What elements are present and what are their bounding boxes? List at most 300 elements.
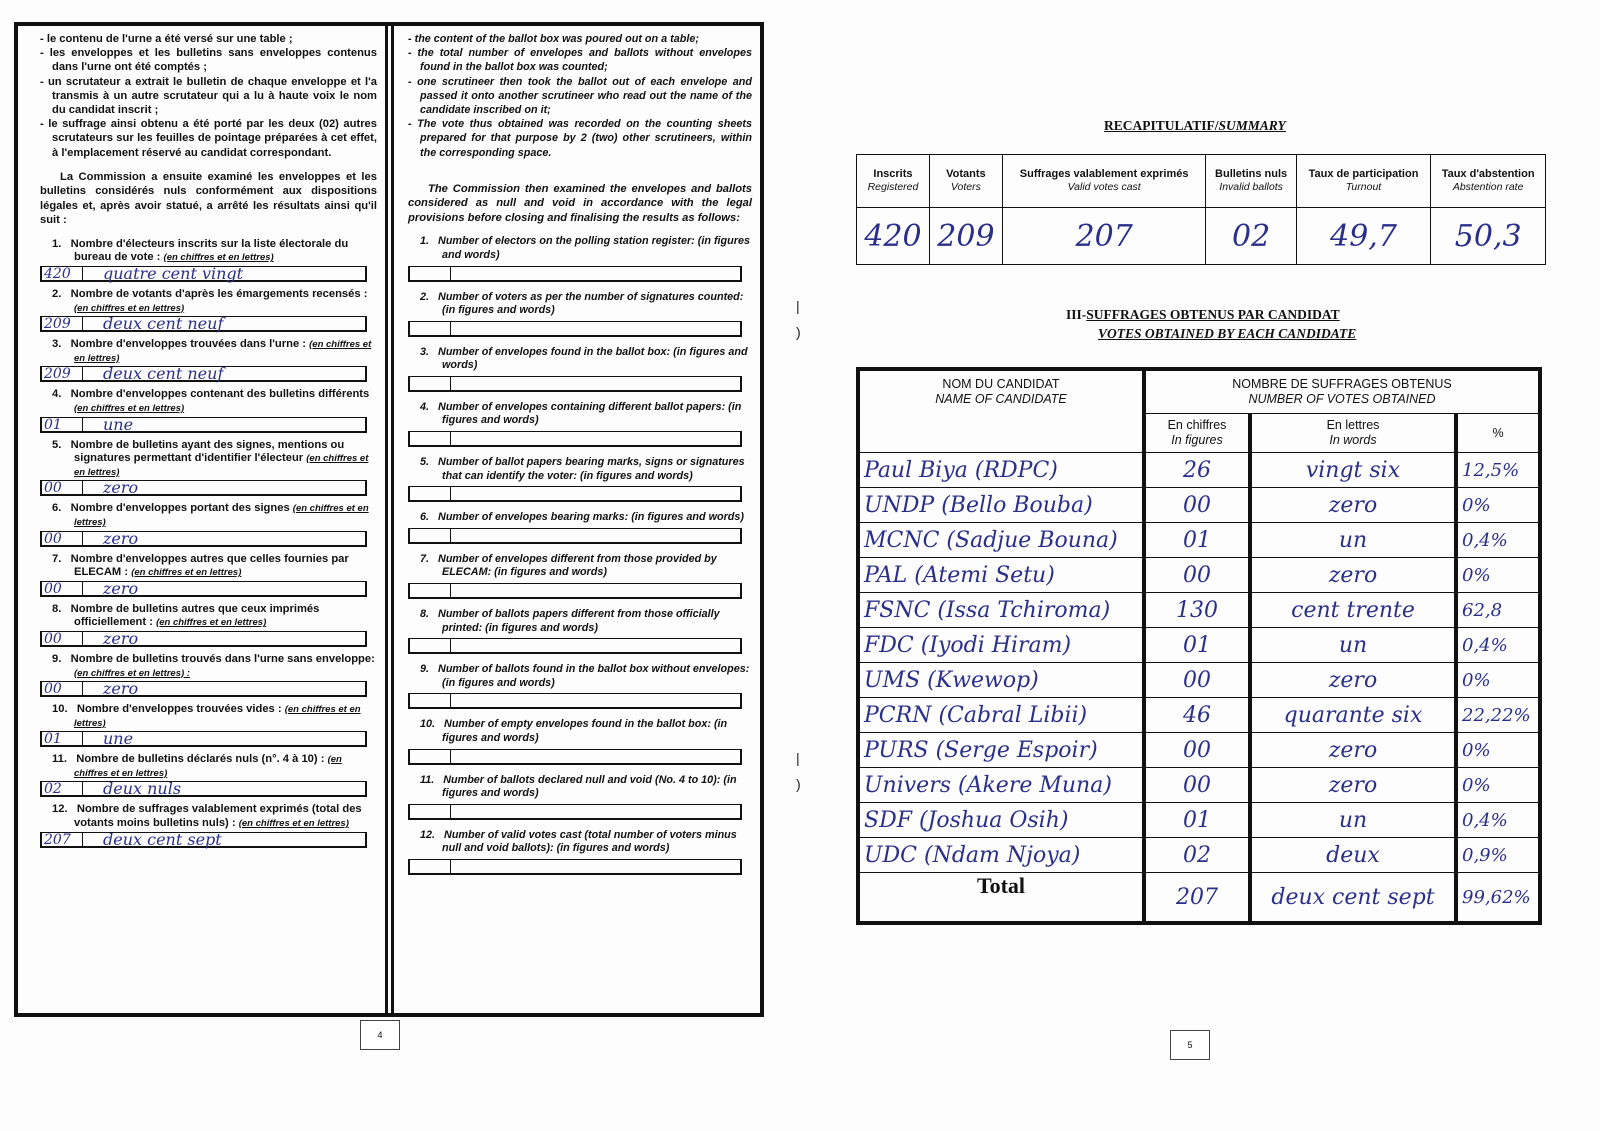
form-item	[408, 829, 752, 875]
item-label	[408, 511, 752, 525]
item-text: Number of ballots declared null and void (No. 4 to 10): (in figures and words)	[442, 773, 737, 800]
answer-figures[interactable]: 02	[42, 782, 83, 795]
candidate-row	[858, 488, 1540, 523]
summary-header-cell	[929, 155, 1002, 208]
candidate-name[interactable]: UNDP (Bello Bouba)	[858, 488, 1144, 523]
item-number: 1.	[52, 237, 62, 250]
candidate-row	[858, 803, 1540, 838]
french-intro: La Commission a ensuite examiné les enveloppes et les bulletins considérés nuls conformément aux dispositions légales et, après avoir statué, a arrêté les résultats ainsi qu'il suit :	[40, 170, 377, 227]
answer-words[interactable]	[451, 267, 740, 280]
item-hint: (en chiffres et en lettres)	[74, 402, 185, 414]
item-number: 10.	[420, 718, 436, 731]
answer-words[interactable]: deux nuls	[103, 779, 182, 799]
answer-figures[interactable]: 420	[42, 267, 83, 280]
candidate-name[interactable]: FDC (Iyodi Hiram)	[858, 628, 1144, 663]
answer-figures[interactable]	[410, 377, 451, 390]
votes-words[interactable]: vingt six	[1250, 453, 1456, 488]
answer-figures[interactable]	[410, 750, 451, 763]
item-number: 8.	[52, 602, 62, 615]
answer-words[interactable]	[451, 750, 740, 763]
form-item	[40, 288, 377, 332]
votes-figures[interactable]: 46	[1144, 698, 1250, 733]
answer-field[interactable]	[40, 316, 367, 332]
answer-field[interactable]	[40, 628, 367, 648]
item-text: Number of envelopes found in the ballot box: (in figures and words)	[438, 345, 748, 372]
header-fr: Taux d'abstention	[1441, 168, 1535, 180]
section-title-fr: III-SUFFRAGES OBTENUS PAR CANDIDAT	[1066, 307, 1340, 322]
summary-header-cell	[1296, 155, 1431, 208]
votes-percent[interactable]: 0,9%	[1456, 838, 1540, 873]
answer-field[interactable]	[408, 266, 742, 282]
item-text: Nombre d'électeurs inscrits sur la liste électorale du bureau de vote :	[70, 237, 349, 264]
answer-figures[interactable]: 00	[42, 481, 83, 494]
item-text: Number of voters as per the number of signatures counted: (in figures and words)	[438, 290, 744, 317]
form-item	[408, 608, 752, 654]
item-hint: (en chiffres et en lettres)	[74, 339, 372, 364]
votes-figures[interactable]: 00	[1144, 663, 1250, 698]
item-hint: (en chiffres et en lettres)	[74, 302, 185, 314]
answer-figures[interactable]	[410, 805, 451, 818]
header-fr: Votants	[946, 168, 986, 180]
item-hint: (en chiffres et en lettres)	[238, 818, 349, 830]
item-label	[40, 502, 377, 529]
answer-figures[interactable]: 01	[42, 418, 83, 431]
item-label	[408, 456, 752, 483]
summary-title: RECAPITULATIF/SUMMARY	[1104, 118, 1286, 133]
answer-field[interactable]	[40, 414, 367, 434]
item-label	[40, 553, 377, 580]
scan-mark: |	[796, 298, 800, 314]
candidate-name[interactable]: PURS (Serge Espoir)	[858, 733, 1144, 768]
results-table	[856, 367, 1542, 925]
words-subheader: En lettres In words	[1250, 414, 1456, 453]
item-hint: (en chiffres et en lettres) :	[74, 667, 190, 679]
votes-percent[interactable]: 0,4%	[1456, 628, 1540, 663]
answer-words[interactable]	[451, 377, 740, 390]
answer-words[interactable]: quatre cent vingt	[103, 264, 244, 284]
answer-words[interactable]: zero	[103, 628, 139, 648]
item-label	[408, 663, 752, 690]
candidate-name[interactable]: MCNC (Sadjue Bouna)	[858, 523, 1144, 558]
item-hint: (en chiffres et en lettres)	[74, 453, 369, 478]
votes-figures[interactable]: 00	[1144, 768, 1250, 803]
candidate-name[interactable]: SDF (Joshua Osih)	[858, 803, 1144, 838]
answer-words[interactable]: deux cent neuf	[103, 314, 224, 334]
item-number: 12.	[420, 828, 436, 841]
item-label	[40, 703, 377, 730]
candidate-name[interactable]: PCRN (Cabral Libii)	[858, 698, 1144, 733]
answer-figures[interactable]	[410, 432, 451, 445]
answer-field[interactable]	[40, 829, 367, 849]
item-number: 5.	[52, 438, 62, 451]
answer-words[interactable]: une	[103, 414, 134, 434]
answer-field[interactable]	[408, 859, 742, 875]
item-hint: (en chiffres et en lettres)	[74, 503, 369, 528]
scan-mark: )	[796, 776, 801, 792]
answer-words[interactable]	[451, 639, 740, 652]
item-text: Nombre de bulletins ayant des signes, mentions ou signatures permettant d'identifier l'électeur	[70, 438, 345, 465]
answer-words[interactable]: zero	[103, 679, 139, 699]
summary-value-cell[interactable]: 209	[929, 208, 1002, 265]
item-label	[408, 829, 752, 856]
item-text: Nombre d'enveloppes portant des signes	[70, 502, 290, 515]
votes-words[interactable]: zero	[1250, 733, 1456, 768]
item-label	[40, 803, 377, 830]
votes-figures[interactable]: 00	[1144, 488, 1250, 523]
answer-field[interactable]	[408, 431, 742, 447]
votes-words[interactable]: zero	[1250, 768, 1456, 803]
header-en: Abstention rate	[1452, 181, 1524, 193]
answer-words[interactable]	[451, 529, 740, 542]
procedure-item: - The vote thus obtained was recorded on the counting sheets prepared for that purpose by 2 (two) other scrutineers, within the corresponding space.	[408, 118, 752, 159]
item-number: 7.	[52, 552, 62, 565]
item-label	[40, 753, 377, 780]
item-label	[40, 439, 377, 480]
answer-words[interactable]: une	[103, 729, 134, 749]
votes-words[interactable]: un	[1250, 628, 1456, 663]
item-label	[408, 774, 752, 801]
french-procedure-list	[40, 32, 377, 160]
votes-words[interactable]: deux	[1250, 838, 1456, 873]
answer-field[interactable]	[408, 486, 742, 502]
answer-figures[interactable]	[410, 584, 451, 597]
answer-words[interactable]: deux cent sept	[103, 829, 222, 849]
answer-figures[interactable]: 00	[42, 682, 83, 695]
english-procedure-list	[408, 32, 752, 160]
votes-figures[interactable]: 00	[1144, 733, 1250, 768]
item-number: 10.	[52, 703, 68, 716]
summary-value-cell[interactable]: 02	[1206, 208, 1296, 265]
header-en: Voters	[950, 181, 981, 193]
item-text: Nombre de bulletins trouvés dans l'urne sans enveloppe:	[70, 652, 375, 665]
candidate-row	[858, 733, 1540, 768]
item-number: 2.	[420, 290, 430, 303]
answer-field[interactable]	[408, 583, 742, 599]
answer-words[interactable]	[451, 860, 740, 873]
answer-figures[interactable]: 207	[42, 833, 83, 846]
candidate-row	[858, 558, 1540, 593]
answer-field[interactable]	[408, 804, 742, 820]
form-item	[408, 553, 752, 599]
candidate-name[interactable]: PAL (Atemi Setu)	[858, 558, 1144, 593]
procedure-item: - le suffrage ainsi obtenu a été porté par les deux (02) autres scrutateurs sur les feuilles de pointage préparées à cet effet, à l'emplacement réservé au candidat correspondant.	[40, 118, 377, 159]
item-text: Number of valid votes cast (total number of voters minus null and void ballots): (in figures and words)	[442, 828, 737, 855]
procedure-item: - the total number of envelopes and ballots without envelopes found in the ballot box was counted;	[408, 47, 752, 74]
answer-field[interactable]	[40, 480, 367, 496]
summary-value-cell[interactable]: 50,3	[1431, 208, 1546, 265]
candidate-name[interactable]: UMS (Kwewop)	[858, 663, 1144, 698]
item-number: 2.	[52, 288, 62, 301]
form-item	[40, 603, 377, 647]
candidate-row	[858, 663, 1540, 698]
item-text: Number of ballots papers different from those officially printed: (in figures and words)	[438, 608, 720, 634]
votes-words[interactable]: zero	[1250, 663, 1456, 698]
item-number: 5.	[420, 456, 430, 469]
answer-figures[interactable]	[410, 694, 451, 707]
answer-words[interactable]	[451, 432, 740, 445]
form-item	[408, 456, 752, 502]
votes-words[interactable]: zero	[1250, 488, 1456, 523]
item-label	[40, 238, 377, 265]
answer-field[interactable]	[40, 528, 367, 548]
candidate-header: NOM DU CANDIDAT NAME OF CANDIDATE	[858, 369, 1144, 453]
scan-mark: )	[796, 324, 801, 340]
form-item	[40, 703, 377, 747]
item-label	[40, 603, 377, 630]
procedure-item: - the content of the ballot box was poured out on a table;	[408, 33, 699, 45]
item-label	[40, 338, 377, 365]
header-fr: Taux de participation	[1308, 168, 1419, 180]
item-number: 4.	[52, 388, 62, 401]
summary-header-cell	[857, 155, 930, 208]
header-fr: Bulletins nuls	[1215, 168, 1288, 180]
answer-figures[interactable]: 01	[42, 732, 83, 745]
votes-figures[interactable]: 01	[1144, 523, 1250, 558]
votes-percent[interactable]: 12,5%	[1456, 453, 1540, 488]
french-column	[18, 26, 388, 1013]
votes-words[interactable]: un	[1250, 523, 1456, 558]
answer-figures[interactable]: 00	[42, 582, 83, 595]
form-item	[40, 553, 377, 597]
answer-field[interactable]	[408, 638, 742, 654]
votes-percent[interactable]: 0,4%	[1456, 803, 1540, 838]
item-hint: (en chiffres et en lettres)	[131, 567, 242, 579]
item-text: Nombre d'enveloppes autres que celles fournies par ELECAM :	[70, 552, 349, 579]
scan-mark: |	[796, 750, 800, 766]
answer-field[interactable]	[40, 731, 367, 747]
votes-figures[interactable]: 01	[1144, 803, 1250, 838]
total-words: deux cent sept	[1250, 873, 1456, 924]
answer-words[interactable]	[451, 694, 740, 707]
item-text: Nombre d'enveloppes trouvées vides :	[76, 703, 282, 716]
form-item	[40, 502, 377, 546]
answer-figures[interactable]	[410, 529, 451, 542]
answer-field[interactable]	[40, 266, 367, 282]
total-label: Total	[858, 873, 1144, 924]
form-item	[40, 238, 377, 282]
french-items	[40, 238, 377, 848]
votes-words[interactable]: quarante six	[1250, 698, 1456, 733]
page-number-right: 5	[1170, 1030, 1210, 1060]
votes-words[interactable]: zero	[1250, 558, 1456, 593]
item-text: Number of ballot papers bearing marks, signs or signatures that can identify the voter: (in figures and words)	[438, 456, 745, 482]
answer-figures[interactable]	[410, 267, 451, 280]
votes-figures[interactable]: 00	[1144, 558, 1250, 593]
votes-percent[interactable]: 0%	[1456, 733, 1540, 768]
answer-field[interactable]	[408, 376, 742, 392]
answer-words[interactable]	[451, 584, 740, 597]
item-label	[408, 553, 752, 580]
procedure-item: - un scrutateur a extrait le bulletin de chaque enveloppe et l'a transmis à un autre scrutateur qui a lu à haute voix le nom du candidat inscrit ;	[40, 75, 377, 117]
votes-words[interactable]: cent trente	[1250, 593, 1456, 628]
candidate-row	[858, 523, 1540, 558]
summary-table	[856, 154, 1546, 265]
figures-subheader: En chiffres In figures	[1144, 414, 1250, 453]
item-text: Nombre d'enveloppes contenant des bulletins différents	[70, 388, 370, 401]
answer-figures[interactable]	[410, 322, 451, 335]
answer-figures[interactable]	[410, 639, 451, 652]
item-number: 3.	[420, 345, 430, 358]
form-item	[408, 663, 752, 709]
votes-words[interactable]: un	[1250, 803, 1456, 838]
item-text: Nombre d'enveloppes trouvées dans l'urne :	[70, 338, 307, 351]
item-text: Nombre de bulletins autres que ceux imprimés officiellement :	[70, 602, 320, 629]
candidate-name[interactable]: Paul Biya (RDPC)	[858, 453, 1144, 488]
item-text: Nombre de bulletins déclarés nuls (n°. 4 à 10) :	[76, 753, 325, 766]
page-number-left: 4	[360, 1020, 400, 1050]
item-hint: (en chiffres et en lettres)	[74, 754, 342, 779]
item-number: 9.	[52, 652, 62, 665]
votes-percent[interactable]: 0%	[1456, 558, 1540, 593]
answer-field[interactable]	[40, 681, 367, 697]
item-number: 3.	[52, 338, 62, 351]
answer-figures[interactable]: 209	[42, 367, 83, 380]
item-hint: (en chiffres et en lettres)	[156, 617, 267, 629]
candidate-row	[858, 768, 1540, 803]
summary-header-cell	[1206, 155, 1296, 208]
answer-figures[interactable]	[410, 860, 451, 873]
item-number: 12.	[52, 803, 68, 816]
item-number: 11.	[52, 753, 67, 766]
english-column	[391, 26, 760, 1013]
item-number: 11.	[420, 773, 435, 786]
votes-figures[interactable]: 02	[1144, 838, 1250, 873]
item-label	[408, 235, 752, 262]
item-number: 1.	[420, 235, 430, 248]
procedure-item: - le contenu de l'urne a été versé sur une table ;	[40, 33, 293, 45]
header-en: Invalid ballots	[1219, 181, 1283, 193]
item-label	[408, 291, 752, 318]
answer-words[interactable]: deux cent neuf	[103, 364, 224, 384]
answer-figures[interactable]: 00	[42, 532, 83, 545]
votes-figures[interactable]: 26	[1144, 453, 1250, 488]
votes-percent[interactable]: 0%	[1456, 768, 1540, 803]
form-item	[40, 338, 377, 382]
votes-percent[interactable]: 0,4%	[1456, 523, 1540, 558]
answer-figures[interactable]	[410, 487, 451, 500]
total-percent: 99,62%	[1456, 873, 1540, 924]
form-item	[408, 401, 752, 447]
item-label	[40, 653, 377, 680]
candidate-name[interactable]: UDC (Ndam Njoya)	[858, 838, 1144, 873]
item-text: Nombre de suffrages valablement exprimés (total des votants moins bulletins nuls) :	[74, 803, 362, 830]
header-en: Registered	[867, 181, 919, 193]
candidate-row	[858, 628, 1540, 663]
answer-field[interactable]	[40, 781, 367, 797]
header-fr: Inscrits	[873, 168, 913, 180]
procedure-item: - les enveloppes et les bulletins sans enveloppes contenus dans l'urne ont été comptés ;	[40, 47, 377, 74]
item-number: 9.	[420, 663, 430, 676]
candidate-row	[858, 838, 1540, 873]
item-number: 8.	[420, 608, 430, 621]
form-item	[408, 774, 752, 820]
votes-percent[interactable]: 62,8	[1456, 593, 1540, 628]
total-figures: 207	[1144, 873, 1250, 924]
answer-field[interactable]	[40, 578, 367, 598]
answer-words[interactable]: zero	[103, 478, 139, 498]
item-label	[408, 608, 752, 635]
candidate-row	[858, 593, 1540, 628]
answer-figures[interactable]: 209	[42, 317, 83, 330]
summary-value-cell[interactable]: 49,7	[1296, 208, 1431, 265]
candidate-name[interactable]: Univers (Akere Muna)	[858, 768, 1144, 803]
item-text: Number of envelopes containing different ballot papers: (in figures and words)	[438, 400, 742, 427]
votes-percent[interactable]: 22,22%	[1456, 698, 1540, 733]
candidate-row	[858, 698, 1540, 733]
item-number: 6.	[420, 511, 430, 524]
answer-words[interactable]	[451, 805, 740, 818]
form-item	[408, 291, 752, 337]
form-item	[408, 718, 752, 764]
votes-percent[interactable]: 0%	[1456, 488, 1540, 523]
item-label	[40, 288, 377, 315]
summary-value-cell[interactable]: 207	[1002, 208, 1206, 265]
form-item	[40, 653, 377, 697]
answer-field[interactable]	[40, 366, 367, 382]
item-hint: (en chiffres et en lettres)	[74, 704, 361, 729]
form-item	[40, 388, 377, 432]
item-text: Number of ballots found in the ballot box without envelopes: (in figures and words)	[438, 663, 750, 689]
item-number: 6.	[52, 502, 62, 515]
item-label	[40, 388, 377, 415]
item-label	[408, 401, 752, 428]
votes-figures[interactable]: 130	[1144, 593, 1250, 628]
answer-figures[interactable]: 00	[42, 632, 83, 645]
english-items	[408, 235, 752, 875]
votes-header: NOMBRE DE SUFFRAGES OBTENUS NUMBER OF VOTES OBTAINED	[1144, 369, 1540, 414]
item-text: Number of envelopes different from those provided by ELECAM: (in figures and words)	[438, 552, 717, 579]
percent-subheader: %	[1456, 414, 1540, 453]
answer-words[interactable]	[451, 487, 740, 500]
item-hint: (en chiffres et en lettres)	[163, 252, 274, 264]
item-label	[408, 346, 752, 373]
header-fr: Suffrages valablement exprimés	[1019, 168, 1189, 180]
item-text: Number of empty envelopes found in the ballot box: (in figures and words)	[442, 718, 728, 745]
form-item	[408, 511, 752, 544]
form-item	[408, 346, 752, 392]
answer-field[interactable]	[408, 321, 742, 337]
item-number: 4.	[420, 400, 430, 413]
header-en: Turnout	[1345, 181, 1382, 193]
candidate-row	[858, 453, 1540, 488]
item-text: Nombre de votants d'après les émargements recensés :	[70, 288, 368, 301]
answer-words[interactable]: zero	[103, 528, 139, 548]
candidate-name[interactable]: FSNC (Issa Tchiroma)	[858, 593, 1144, 628]
summary-header-cell	[1002, 155, 1206, 208]
item-number: 7.	[420, 552, 430, 565]
answer-words[interactable]: zero	[103, 578, 139, 598]
answer-field[interactable]	[408, 528, 742, 544]
votes-percent[interactable]: 0%	[1456, 663, 1540, 698]
form-item	[40, 439, 377, 497]
answer-words[interactable]	[451, 322, 740, 335]
english-intro: The Commission then examined the envelopes and ballots considered as null and void in accordance with the legal provisions before closing and finalising the results as follows:	[408, 182, 752, 224]
answer-field[interactable]	[408, 749, 742, 765]
summary-value-cell[interactable]: 420	[857, 208, 930, 265]
item-text: Number of electors on the polling station register: (in figures and words)	[438, 235, 750, 261]
procedure-item: - one scrutineer then took the ballot out of each envelope and passed it onto another scrutineer who read out the name of the candidate inscribed on it;	[408, 75, 752, 117]
answer-field[interactable]	[408, 693, 742, 709]
votes-figures[interactable]: 01	[1144, 628, 1250, 663]
item-label	[408, 718, 752, 745]
form-item	[40, 803, 377, 847]
section-title-en: VOTES OBTAINED BY EACH CANDIDATE	[1098, 326, 1357, 341]
summary-header-cell	[1431, 155, 1546, 208]
item-text: Number of envelopes bearing marks: (in figures and words)	[438, 511, 744, 524]
header-en: Valid votes cast	[1067, 181, 1141, 193]
left-page-frame	[14, 22, 764, 1017]
form-item	[408, 235, 752, 281]
